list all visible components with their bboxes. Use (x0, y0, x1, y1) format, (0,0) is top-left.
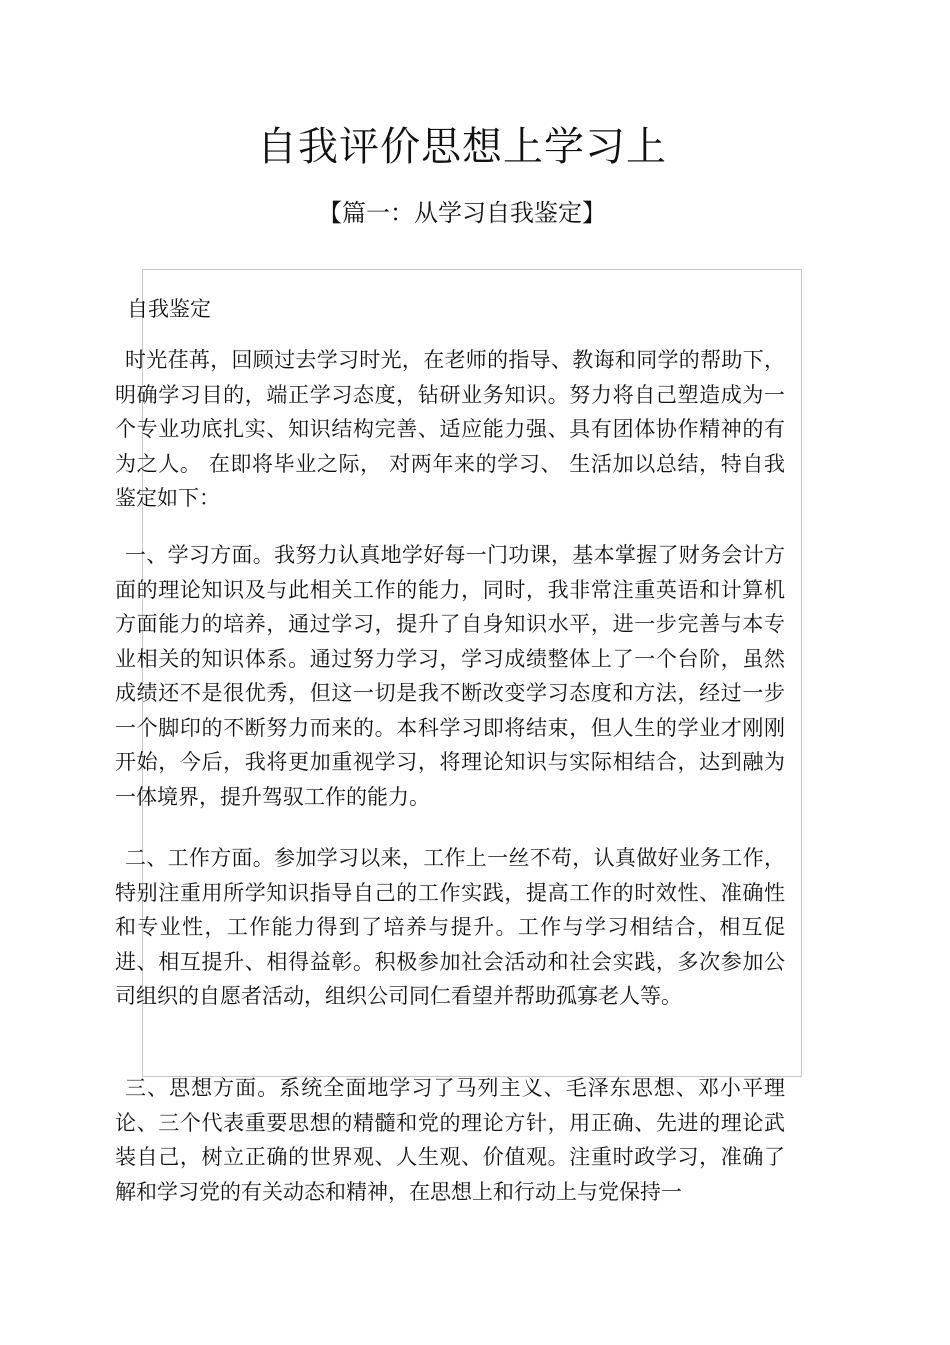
paragraph-study: 一、学习方面。我努力认真地学好每一门功课，基本掌握了财务会计方面的理论知识及与此相关工作的能力，同时，我非常注重英语和计算机方面能力的培养，通过学习，提升了自身知识水平，进一步完善与本专业相关的知识体系。通过努力学习，学习成绩整体上了一个台阶，虽然成绩还不是很优秀，但这一切是我不断改变学习态度和方法，经过一步一个脚印的不断努力而来的。本科学习即将结束，但人生的学业才刚刚开始，今后，我将更加重视学习，将理论知识与实际相结合，达到融为一体境界，提升驾驭工作的能力。 (115, 543, 785, 809)
paragraph-intro: 时光荏苒，回顾过去学习时光，在老师的指导、教诲和同学的帮助下，明确学习目的，端正学习态度，钻研业务知识。努力将自己塑造成为一个专业功底扎实、知识结构完善、适应能力强、具有团体协作精神的有为之人。 在即将毕业之际， 对两年来的学习、 生活加以总结，特自我鉴定如下： (115, 348, 785, 510)
paragraph-thought: 三、思想方面。系统全面地学习了马列主义、毛泽东思想、邓小平理论、三个代表重要思想的精髓和党的理论方针，用正确、先进的理论武装自己，树立正确的世界观、人生观、价值观。注重时政学习，准确了解和学习党的有关动态和精神，在思想上和行动上与党保持一 (115, 1076, 785, 1204)
page-title: 自我评价思想上学习上 (257, 124, 667, 170)
section-heading: 自我鉴定 (127, 297, 211, 321)
paragraph-work: 二、工作方面。参加学习以来，工作上一丝不苟，认真做好业务工作，特别注重用所学知识指导自己的工作实践，提高工作的时效性、准确性和专业性，工作能力得到了培养与提升。工作与学习相结合，相互促进、相互提升、相得益彰。积极参加社会活动和社会实践，多次参加公司组织的自愿者活动，组织公司同仁看望并帮助孤寡老人等。 (115, 846, 785, 1008)
page-subtitle: 【篇一：从学习自我鉴定】 (318, 199, 606, 227)
